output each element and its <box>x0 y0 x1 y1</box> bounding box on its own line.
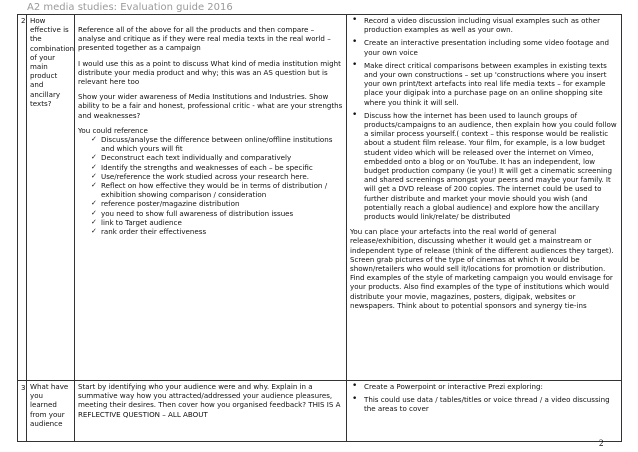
evaluation-guide-table <box>17 14 622 442</box>
document-header: A2 media studies: Evaluation guide 2016 <box>27 2 233 13</box>
guidance-paragraph: Start by identifying who your audience were and why. Explain in a summative way how you attracted/addressed your audience pleasures, meeting their desires. Then cover how you organised feedback? THIS IS A REFLECTIVE QUESTION – ALL ABOUT <box>78 382 341 419</box>
guidance-cell <box>75 15 347 381</box>
closing-paragraph: You can place your artefacts into the real world of general release/exhibition, discussing whether it would get a mainstream or independent type of release (think of the different audiences they target). Screen grab pictures of the type of cinemas at which it would be shown/retailers who would sell it/locations for promotion or distribution. Find examples of the style of marketing campaign you would envisage for your products. Also find examples of the type of institutions which would distribute your movie, magazines, posters, digipak, websites or newspapers. Think about to potential sponsors and synergy tie-ins <box>350 227 614 310</box>
bullet-item: • Record a video discussion including visual examples such as other production examples as well as your own. <box>350 16 618 34</box>
checklist-item: ✓ reference poster/magazine distribution <box>91 199 343 208</box>
guidance-paragraph: Show your wider awareness of Media Institutions and Industries. Show ability to be a fair and honest, professional critic - what are your strengths and weaknesses? <box>78 92 343 120</box>
table-row <box>18 381 622 442</box>
checklist-item: ✓ you need to show full awareness of distribution issues <box>91 209 343 218</box>
bullet-item: • Make direct critical comparisons between examples in existing texts and your own constructions – set up 'constructions where you insert your own print/text artefacts into real life media texts – for example place your digipak into a purchase page on an online shopping site where you think it will sell. <box>350 61 618 107</box>
checklist-item: ✓ Identify the strengths and weaknesses of each – be specific <box>91 163 343 172</box>
checklist-item: ✓ Use/reference the work studied across your research here. <box>91 172 343 181</box>
checklist-item: ✓ Discuss/analyse the difference between online/offline institutions and which yours will fit <box>91 135 343 153</box>
checklist-item: ✓ link to Target audience <box>91 218 343 227</box>
checklist-item: ✓ Reflect on how effective they would be in terms of distribution / exhibition showing comparison / consideration <box>91 181 343 199</box>
question-cell: What have you learned from your audience <box>27 381 75 442</box>
guidance-paragraph: Reference all of the above for all the products and then compare – analyse and critique as if they were real media texts in the real world – presented together as a campaign <box>78 25 331 53</box>
presentation-ideas-list <box>350 16 618 221</box>
bullet-item: • Create a Powerpoint or interactive Prezi exploring: <box>350 382 618 391</box>
question-cell: How effective is the combination of your main product and ancillary texts? <box>27 15 75 381</box>
reference-checklist <box>78 135 343 236</box>
row-number: 2 <box>18 15 27 381</box>
presentation-ideas-cell <box>347 15 622 381</box>
guidance-paragraph: I would use this as a point to discuss What kind of media institution might distribute your media product and why; this was an AS question but is relevant here too <box>78 58 341 87</box>
checklist-item: ✓ Deconstruct each text individually and comparatively <box>91 153 343 162</box>
guidance-cell <box>75 381 347 442</box>
checklist-item: ✓ rank order their effectiveness <box>91 227 343 236</box>
page-number: 2 <box>599 438 604 448</box>
row-number: 3 <box>18 381 27 442</box>
presentation-ideas-list <box>350 382 618 414</box>
table-row <box>18 15 622 381</box>
reference-lead: You could reference <box>78 125 148 135</box>
bullet-item: • This could use data / tables/titles or voice thread / a video discussing the areas to cover <box>350 395 618 413</box>
bullet-item: • Create an interactive presentation including some video footage and your own voice <box>350 38 618 56</box>
bullet-item: • Discuss how the internet has been used to launch groups of products/campaigns to an audience, then explain how you could follow a similar process yourself.( context – this response would be realistic about a student film release. Your film, for example, is a low budget student video which will be released over the internet on Vimeo, embedded onto a blog or on YouTube. It has an independent, low budget production company (ie you!) It will get a cinematic screening and shared screenings amongst your peers and maybe your family. It will get a DVD release of 200 copies. The internet could be used to further distribute and market your movie should you wish (and potentially reach a global audience) and explore how the ancillary products would link/relate/ be distributed <box>350 111 618 221</box>
presentation-ideas-cell <box>347 381 622 442</box>
